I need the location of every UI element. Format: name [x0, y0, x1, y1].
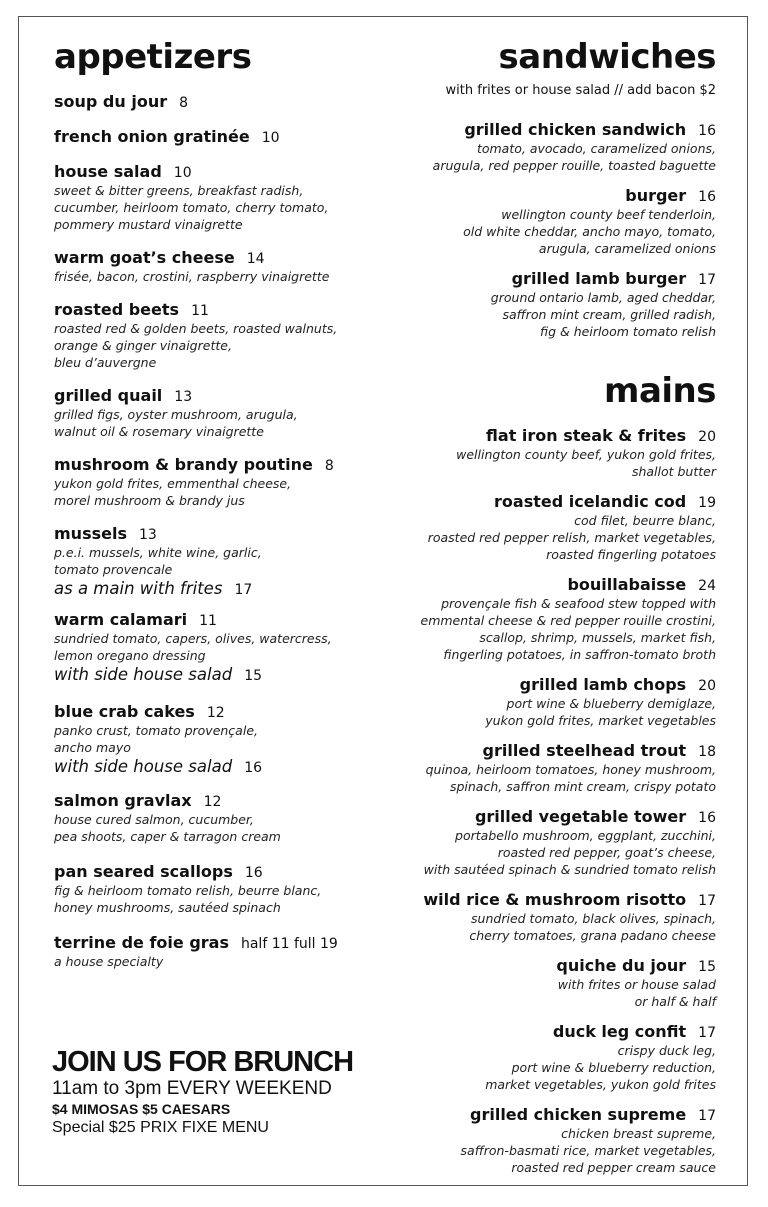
- item-price: 18: [698, 744, 716, 760]
- item-header: [336, 890, 716, 910]
- menu-item: [336, 1022, 716, 1093]
- item-price: 8: [324, 458, 334, 474]
- item-description: orange & ginger vinaigrette,: [54, 338, 232, 353]
- item-name: roasted icelandic cod: [494, 492, 687, 511]
- item-description: honey mushrooms, sautéed spinach: [54, 900, 281, 915]
- item-description: p.e.i. mussels, white wine, garlic,: [54, 545, 262, 560]
- item-header: [336, 1022, 716, 1042]
- item-price: 13: [174, 389, 193, 405]
- item-name: duck leg confit: [552, 1022, 687, 1041]
- item-description: saffron mint cream, grilled radish,: [502, 307, 716, 322]
- item-description: tomato provencale: [54, 562, 173, 577]
- menu-item: [336, 492, 716, 563]
- item-description: port wine & blueberry reduction,: [511, 1060, 716, 1075]
- item-description: cucumber, heirloom tomato, cherry tomato,: [54, 200, 329, 215]
- item-price: 17: [698, 893, 716, 909]
- item-name: grilled chicken supreme: [470, 1105, 687, 1124]
- menu-item: [336, 675, 716, 729]
- item-price: 10: [261, 130, 280, 146]
- item-description: fig & heirloom tomato relish, beurre blanc,: [54, 883, 322, 898]
- item-description: yukon gold frites, market vegetables: [485, 713, 716, 728]
- item-price: 11: [199, 613, 217, 629]
- item-price: 10: [173, 165, 192, 181]
- item-description: walnut oil & rosemary vinaigrette: [54, 424, 264, 439]
- item-price: 16: [698, 810, 716, 826]
- menu-item: [336, 269, 716, 340]
- menu-item: [336, 1105, 716, 1176]
- item-description: arugula, red pepper rouille, toasted baguette: [432, 158, 716, 173]
- menu-item: [336, 186, 716, 257]
- item-description: cherry tomatoes, grana padano cheese: [469, 928, 716, 943]
- option-price: 17: [234, 582, 253, 598]
- item-price: 16: [244, 865, 263, 881]
- item-price: 13: [138, 527, 157, 543]
- item-name: blue crab cakes: [54, 702, 195, 721]
- item-header: [336, 675, 716, 695]
- item-name: grilled chicken sandwich: [464, 120, 687, 139]
- item-description: roasted red & golden beets, roasted walnuts,: [54, 321, 338, 336]
- item-price: 12: [203, 794, 222, 810]
- menu-item: [336, 120, 716, 174]
- menu-item: [336, 956, 716, 1010]
- item-price: 16: [698, 123, 716, 139]
- menu-item: [336, 575, 716, 663]
- appetizers-title: appetizers: [54, 37, 252, 77]
- option-price: 15: [244, 668, 263, 684]
- item-name: wild rice & mushroom risotto: [423, 890, 687, 909]
- item-description: wellington county beef tenderloin,: [501, 207, 716, 222]
- item-price: 17: [698, 1108, 716, 1124]
- item-name: roasted beets: [54, 300, 180, 319]
- item-description: spinach, saffron mint cream, crispy potato: [449, 779, 716, 794]
- item-price: 14: [246, 251, 265, 267]
- item-price: 17: [698, 1025, 716, 1041]
- item-description: morel mushroom & brandy jus: [54, 493, 245, 508]
- item-header: [336, 1105, 716, 1125]
- item-description: or half & half: [634, 994, 716, 1009]
- item-name: mushroom & brandy poutine: [54, 455, 313, 474]
- item-description: house cured salmon, cucumber,: [54, 812, 254, 827]
- menu-item: [336, 741, 716, 795]
- item-description: old white cheddar, ancho mayo, tomato,: [463, 224, 716, 239]
- item-description: roasted red pepper relish, market vegetables,: [427, 530, 716, 545]
- item-price: 24: [698, 578, 716, 594]
- item-name: soup du jour: [54, 92, 168, 111]
- item-description: with frites or house salad: [557, 977, 716, 992]
- item-name: burger: [625, 186, 687, 205]
- item-name: grilled vegetable tower: [474, 807, 687, 826]
- item-description: port wine & blueberry demiglaze,: [506, 696, 716, 711]
- sandwich-list: [336, 120, 716, 340]
- option-price: 16: [244, 760, 263, 776]
- item-description: chicken breast supreme,: [561, 1126, 716, 1141]
- item-name: french onion gratinée: [54, 127, 250, 146]
- item-name: terrine de foie gras: [54, 933, 229, 952]
- item-price: 12: [206, 705, 225, 721]
- item-description: fig & heirloom tomato relish: [540, 324, 716, 339]
- item-description: provençale fish & seafood stew topped with: [441, 596, 716, 611]
- item-description: frisée, bacon, crostini, raspberry vinaigrette: [54, 269, 330, 284]
- item-price: 16: [698, 189, 716, 205]
- menu-item: [336, 807, 716, 878]
- item-name: flat iron steak & frites: [486, 426, 687, 445]
- item-name: grilled lamb burger: [511, 269, 687, 288]
- sandwiches-subtitle: with frites or house salad // add bacon $2: [445, 83, 716, 98]
- item-header: [336, 956, 716, 976]
- item-header: [336, 120, 716, 140]
- menu-item: [336, 426, 716, 480]
- item-description: wellington county beef, yukon gold frites,: [456, 447, 716, 462]
- item-description: lemon oregano dressing: [54, 648, 206, 663]
- item-description: emmental cheese & red pepper rouille crostini,: [420, 613, 716, 628]
- item-name: mussels: [54, 524, 127, 543]
- item-name: warm calamari: [54, 610, 188, 629]
- item-description: saffron-basmati rice, market vegetables,: [460, 1143, 716, 1158]
- item-description: shallot butter: [631, 464, 716, 479]
- item-description: pommery mustard vinaigrette: [54, 217, 243, 232]
- item-description: ground ontario lamb, aged cheddar,: [490, 290, 716, 305]
- item-description: roasted red pepper, goat’s cheese,: [497, 845, 716, 860]
- item-price: 15: [698, 959, 716, 975]
- item-header: [336, 186, 716, 206]
- item-description: portabello mushroom, eggplant, zucchini,: [455, 828, 716, 843]
- item-name: quiche du jour: [556, 956, 687, 975]
- brunch-title: JOIN US FOR BRUNCH: [52, 1046, 354, 1078]
- item-header: [336, 807, 716, 827]
- item-header: [336, 426, 716, 446]
- option-label: with side house salad: [54, 757, 233, 776]
- item-name: salmon gravlax: [54, 791, 192, 810]
- item-description: ancho mayo: [54, 740, 131, 755]
- item-description: roasted red pepper cream sauce: [511, 1160, 716, 1175]
- sandwiches-title: sandwiches: [498, 37, 716, 77]
- item-description: sweet & bitter greens, breakfast radish,: [54, 183, 304, 198]
- item-description: quinoa, heirloom tomatoes, honey mushroom,: [425, 762, 716, 777]
- option-label: with side house salad: [54, 665, 233, 684]
- item-name: grilled steelhead trout: [482, 741, 687, 760]
- item-name: pan seared scallops: [54, 862, 233, 881]
- item-header: [336, 575, 716, 595]
- item-price: 17: [698, 272, 716, 288]
- item-price: half 11 full 19: [240, 936, 338, 952]
- brunch-deals: $4 MIMOSAS $5 CAESARS: [52, 1101, 231, 1117]
- item-name: bouillabaisse: [567, 575, 687, 594]
- item-header: [336, 269, 716, 289]
- item-name: warm goat’s cheese: [54, 248, 235, 267]
- item-price: 19: [698, 495, 716, 511]
- item-description: tomato, avocado, caramelized onions,: [476, 141, 716, 156]
- brunch-special: Special $25 PRIX FIXE MENU: [52, 1119, 269, 1136]
- item-name: grilled lamb chops: [519, 675, 687, 694]
- item-name: grilled quail: [54, 386, 163, 405]
- item-description: panko crust, tomato provençale,: [54, 723, 258, 738]
- item-name: house salad: [54, 162, 162, 181]
- item-description: cod filet, beurre blanc,: [574, 513, 716, 528]
- item-description: roasted fingerling potatoes: [546, 547, 716, 562]
- item-description: crispy duck leg,: [617, 1043, 716, 1058]
- item-description: pea shoots, caper & tarragon cream: [54, 829, 281, 844]
- item-description: sundried tomato, black olives, spinach,: [471, 911, 716, 926]
- item-description: market vegetables, yukon gold frites: [485, 1077, 716, 1092]
- brunch-hours: 11am to 3pm EVERY WEEKEND: [52, 1078, 332, 1099]
- menu-item: [336, 890, 716, 944]
- item-description: with sautéed spinach & sundried tomato relish: [423, 862, 716, 877]
- item-header: [336, 492, 716, 512]
- item-description: fingerling potatoes, in saffron-tomato broth: [443, 647, 716, 662]
- item-description: bleu d’auvergne: [54, 355, 157, 370]
- item-description: sundried tomato, capers, olives, watercress,: [54, 631, 332, 646]
- right-column: [336, 34, 716, 1176]
- item-price: 20: [698, 429, 716, 445]
- item-description: yukon gold frites, emmenthal cheese,: [54, 476, 292, 491]
- item-price: 20: [698, 678, 716, 694]
- item-description: scallop, shrimp, mussels, market fish,: [479, 630, 716, 645]
- mains-title: mains: [604, 371, 716, 411]
- item-price: 11: [191, 303, 209, 319]
- mains-list: [336, 426, 716, 1176]
- item-price: 8: [179, 95, 189, 111]
- option-label: as a main with frites: [54, 579, 223, 598]
- item-description: arugula, caramelized onions: [538, 241, 716, 256]
- item-description: grilled figs, oyster mushroom, arugula,: [54, 407, 298, 422]
- item-description: a house specialty: [54, 954, 164, 969]
- item-header: [336, 741, 716, 761]
